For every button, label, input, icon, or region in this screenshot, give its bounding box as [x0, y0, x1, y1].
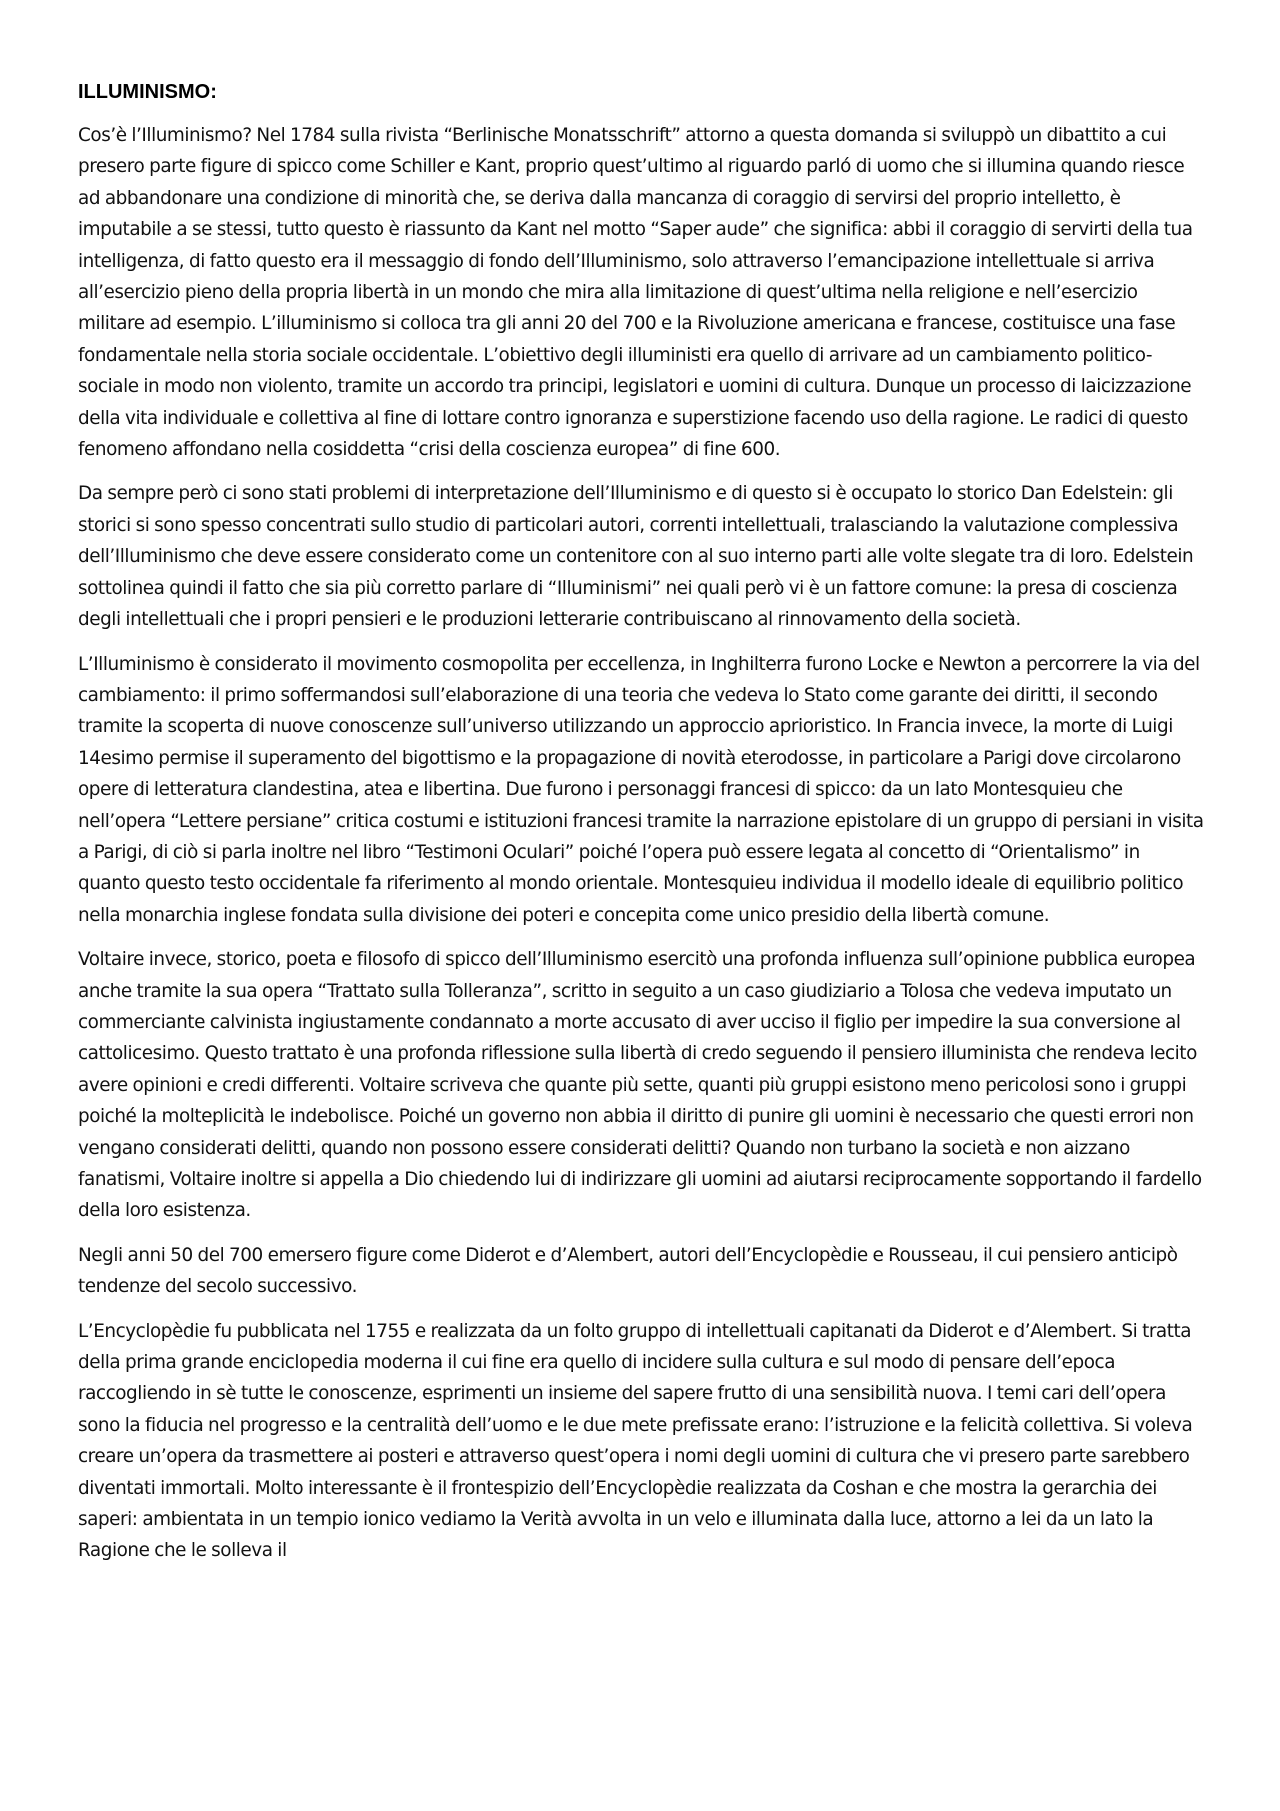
- document-title: ILLUMINISMO:: [78, 81, 217, 103]
- paragraph-encyclopedie: L’Encyclopèdie fu pubblicata nel 1755 e realizzata da un folto gruppo di intellettuali capitanati da Diderot e d’Alembert. Si tratta della prima grande enciclopedia moderna il cui fine era quello di incidere sulla cultura e sul modo di pensare dell’epoca raccogliendo in sè tutte le conoscenze, esprimenti un insieme del sapere frutto di una sensibilità nuova. I temi cari dell’opera sono la fiducia nel progresso e la centralità dell’uomo e le due mete prefissate erano: l’istruzione e la felicità collettiva. Si voleva creare un’opera da trasmettere ai posteri e attraverso quest’opera i nomi degli uomini di cultura che vi presero parte sarebbero diventati immortali. Molto interessante è il frontespizio dell’Encyclopèdie realizzata da Coshan e che mostra la gerarchia dei saperi: ambientata in un tempio ionico vediamo la Verità avvolta in un velo e illuminata dalla luce, attorno a lei da un lato la Ragione che le solleva il: [78, 1320, 1193, 1562]
- paragraph-definition: Cos’è l’Illuminismo? Nel 1784 sulla rivista “Berlinische Monatsschrift” attorno a questa domanda si sviluppò un dibattito a cui presero parte figure di spicco come Schiller e Kant, proprio quest’ultimo al riguardo parló di uomo che si illumina quando riesce ad abbandonare una condizione di minorità che, se deriva dalla mancanza di coraggio di servirsi del proprio intelletto, è imputabile a se stessi, tutto questo è riassunto da Kant nel motto “Saper aude” che significa: abbi il coraggio di servirti della tua intelligenza, di fatto questo era il messaggio di fondo dell’Illuminismo, solo attraverso l’emancipazione intellettuale si arriva all’esercizio pieno della propria libertà in un mondo che mira alla limitazione di quest’ultima nella religione e nell’esercizio militare ad esempio. L’illuminismo si colloca tra gli anni 20 del 700 e la Rivoluzione americana e francese, costituisce una fase fondamentale nella storia sociale occidentale. L’obiettivo degli illuministi era quello di arrivare ad un cambiamento politico-sociale in modo non violento, tramite un accordo tra principi, legislatori e uomini di cultura. Dunque un processo di laicizzazione della vita individuale e collettiva al fine di lottare contro ignoranza e superstizione facendo uso della ragione. Le radici di questo fenomeno affondano nella cosiddetta “crisi della coscienza europea” di fine 600.: [78, 125, 1193, 461]
- paragraph-diderot: Negli anni 50 del 700 emersero figure come Diderot e d’Alembert, autori dell’Encyclopèdie e Rousseau, il cui pensiero anticipò tendenze del secolo successivo.: [78, 1244, 1178, 1298]
- document-page: [78, 78, 1204, 1580]
- paragraph-interpretation: Da sempre però ci sono stati problemi di interpretazione dell’Illuminismo e di questo si è occupato lo storico Dan Edelstein: gli storici si sono spesso concentrati sullo studio di particolari autori, correnti intellettuali, tralasciando la valutazione complessiva dell’Illuminismo che deve essere considerato come un contenitore con al suo interno parti alle volte slegate tra di loro. Edelstein sottolinea quindi il fatto che sia più corretto parlare di “Illuminismi” nei quali però vi è un fattore comune: la presa di coscienza degli intellettuali che i propri pensieri e le produzioni letterarie contribuiscano al rinnovamento della società.: [78, 483, 1194, 631]
- paragraph-voltaire: Voltaire invece, storico, poeta e filosofo di spicco dell’Illuminismo esercitò una profonda influenza sull’opinione pubblica europea anche tramite la sua opera “Trattato sulla Tolleranza”, scritto in seguito a un caso giudiziario a Tolosa che vedeva imputato un commerciante calvinista ingiustamente condannato a morte accusato di aver ucciso il figlio per impedire la sua conversione al cattolicesimo. Questo trattato è una profonda riflessione sulla libertà di credo seguendo il pensiero illuminista che rendeva lecito avere opinioni e credi differenti. Voltaire scriveva che quante più sette, quanti più gruppi esistono meno pericolosi sono i gruppi poiché la molteplicità le indebolisce. Poiché un governo non abbia il diritto di punire gli uomini è necessario che questi errori non vengano considerati delitti, quando non possono essere considerati delitti? Quando non turbano la società e non aizzano fanatismi, Voltaire inoltre si appella a Dio chiedendo lui di indirizzare gli uomini ad aiutarsi reciprocamente sopportando il fardello della loro esistenza.: [78, 949, 1202, 1222]
- paragraph-cosmopolitan: L’Illuminismo è considerato il movimento cosmopolita per eccellenza, in Inghilterra furono Locke e Newton a percorrere la via del cambiamento: il primo soffermandosi sull’elaborazione di una teoria che vedeva lo Stato come garante dei diritti, il secondo tramite la scoperta di nuove conoscenze sull’universo utilizzando un approccio aprioristico. In Francia invece, la morte di Luigi 14esimo permise il superamento del bigottismo e la propagazione di novità eterodosse, in particolare a Parigi dove circolarono opere di letteratura clandestina, atea e libertina. Due furono i personaggi francesi di spicco: da un lato Montesquieu che nell’opera “Lettere persiane” critica costumi e istituzioni francesi tramite la narrazione epistolare di un gruppo di persiani in visita a Parigi, di ciò si parla inoltre nel libro “Testimoni Oculari” poiché l’opera può essere legata al concetto di “Orientalismo” in quanto questo testo occidentale fa riferimento al mondo orientale. Montesquieu individua il modello ideale di equilibrio politico nella monarchia inglese fondata sulla divisione dei poteri e concepita come unico presidio della libertà comune.: [78, 653, 1204, 926]
